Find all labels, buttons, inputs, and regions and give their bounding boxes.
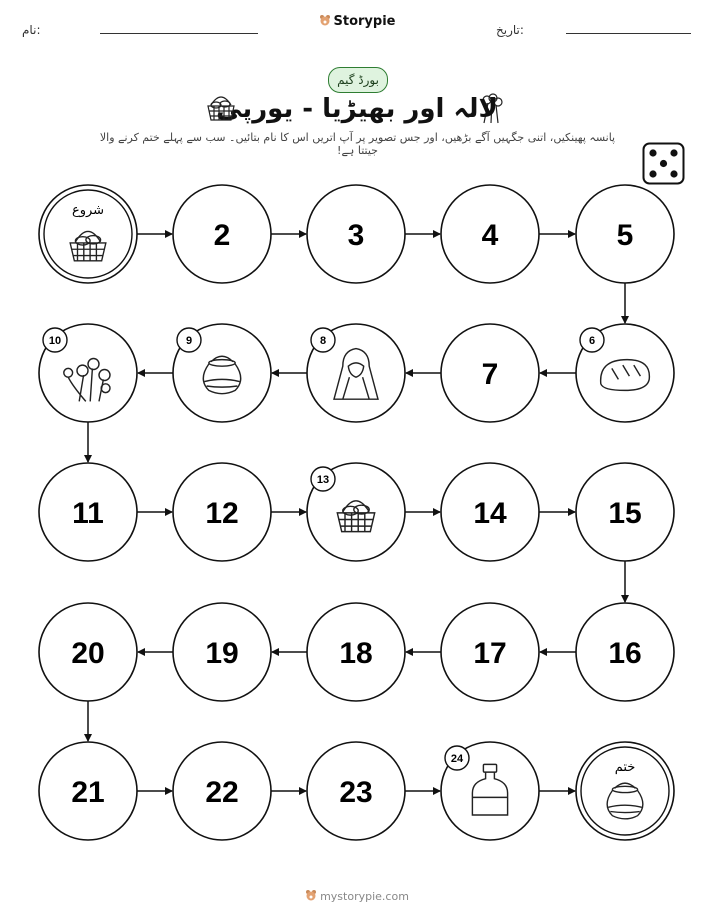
board-space-17[interactable] (441, 603, 539, 701)
board-space-23[interactable] (307, 742, 405, 840)
board-space-20[interactable] (39, 603, 137, 701)
board-space-19[interactable] (173, 603, 271, 701)
space-number: 19 (205, 637, 239, 670)
space-number: 16 (608, 637, 642, 670)
board-game-badge: بورڈ گیم (328, 67, 388, 93)
brand-name: Storypie (333, 14, 396, 29)
board-space-18[interactable] (307, 603, 405, 701)
board-space-5[interactable] (576, 185, 674, 283)
board-space-8[interactable] (307, 324, 405, 422)
date-label: تاریخ: (496, 23, 524, 37)
board-space-6[interactable] (576, 324, 674, 422)
space-number: 18 (339, 637, 373, 670)
space-circle (39, 185, 137, 283)
board-space-1[interactable] (39, 185, 137, 283)
space-number: 21 (71, 776, 105, 809)
board-space-13[interactable] (307, 463, 405, 561)
board-space-2[interactable] (173, 185, 271, 283)
space-number: 9 (185, 335, 193, 347)
space-number: 12 (205, 497, 239, 530)
space-number: 6 (588, 335, 596, 347)
name-label: نام: (22, 23, 41, 37)
space-number: 8 (319, 335, 327, 347)
board-space-22[interactable] (173, 742, 271, 840)
board-space-24[interactable] (441, 742, 539, 840)
start-label: شروع (71, 203, 105, 218)
footer-url[interactable]: mystorypie.com (320, 890, 409, 903)
space-number: 15 (608, 497, 642, 530)
page-title: لالہ اور بھیڑیا - یورپی (216, 94, 498, 124)
footer (0, 889, 714, 903)
space-number: 3 (347, 219, 365, 252)
space-number: 13 (316, 474, 330, 486)
space-number: 24 (450, 753, 464, 765)
space-number: 5 (616, 219, 634, 252)
board-space-11[interactable] (39, 463, 137, 561)
space-number: 11 (72, 497, 104, 530)
space-number: 10 (48, 335, 62, 347)
board-space-4[interactable] (441, 185, 539, 283)
space-number: 23 (339, 776, 373, 809)
board-space-16[interactable] (576, 603, 674, 701)
board-space-25[interactable] (576, 742, 674, 840)
space-number: 14 (473, 497, 507, 530)
board-space-14[interactable] (441, 463, 539, 561)
space-number: 4 (481, 219, 499, 252)
space-number: 2 (213, 219, 231, 252)
finish-label: ختم (614, 760, 636, 775)
bear-icon (305, 889, 317, 901)
space-number: 22 (205, 776, 239, 809)
board-space-7[interactable] (441, 324, 539, 422)
board-space-12[interactable] (173, 463, 271, 561)
board-space-15[interactable] (576, 463, 674, 561)
instructions-text: پانسہ پھینکیں، اتنی جگہیں آگے بڑھیں، اور جس تصویر پر آپ اتریں اس کا نام بتائیں۔ سب سے پہلے ختم کرنے والا جیتتا ہے! (99, 131, 616, 157)
board-space-21[interactable] (39, 742, 137, 840)
board-space-9[interactable] (173, 324, 271, 422)
space-circle (576, 742, 674, 840)
space-number: 17 (473, 637, 507, 670)
board-space-3[interactable] (307, 185, 405, 283)
space-number: 20 (71, 637, 105, 670)
board-space-10[interactable] (39, 324, 137, 422)
space-number: 7 (481, 358, 499, 391)
